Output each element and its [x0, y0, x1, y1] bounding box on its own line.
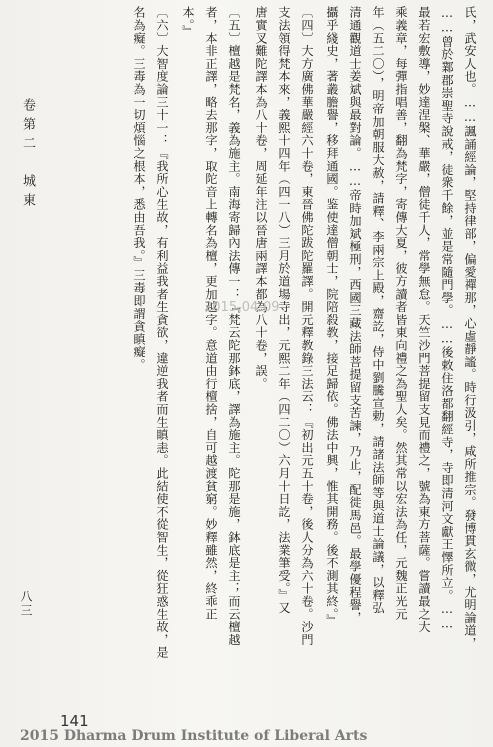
text-column-7: 攝乎綫史，著叢膽譽，移拜通國。鉴使達僧朝士，院陪殺教，接足歸依。佛法中興，惟其開務。後不測其終。』: [325, 6, 339, 628]
page-number: 141: [60, 712, 89, 730]
date-stamp: 2015-04-09: [204, 300, 280, 315]
watermark: 2015 Dharma Drum Institute of Liberal Arts: [20, 728, 368, 744]
text-column-3: 最若宏敷導，妙達涅槃、華嚴，僧徒千人，常學無怠。天竺沙門菩提留支見而禮之，號為東方菩薩。嘗讀最之大: [417, 6, 431, 634]
note-5-line-1: 〔五〕檀越是梵名，義為施主。南海寄歸內法傳一：『梵云陀那鉢底，譯為施主。陀那是施，鉢底是主；而云檀越: [227, 6, 241, 646]
note-5-line-3: 本。』: [181, 6, 195, 39]
note-4-line-1: 〔四〕大方廣佛華嚴經六十卷，東晉佛陀跋陀羅譯。開元釋教錄三法云：『初出元五十卷，後人分為六十卷。沙門: [300, 6, 314, 646]
text-column-6: 清通觀道士姜斌與最對論。……帝時加斌極刑，西國三藏法師菩提留支苦諫，乃止，配徙馬邑。最學優程譽，: [348, 6, 362, 624]
text-column-1: 氏，武安人也。……諷誦經論，堅持律部，偏愛禪那，心虛靜謐。時行汲引，咸所推宗。發博貫玄微，尤明論道，: [463, 6, 477, 650]
note-6-line-2: 名為癡。三毒為一切煩惱之根本，悉由吾我。』三毒即謂貪瞋癡。: [132, 6, 146, 372]
note-5-line-2: 者，本非正譯，略去那字，取陀音上轉名為檀，更加越字。意道由行檀捨，自可越渡貧窮。妙釋雖然，終乖正: [204, 6, 218, 621]
note-4-line-3: 唐實叉難陀譯本為八十卷，周延年注以晉唐兩譯本都為八十卷，誤。: [254, 6, 268, 390]
note-4-line-2: 支法領得梵本來，義熙十四年（四一八）三月於道場寺出，元熙二年（四二〇）六月十日訖，法業筆受。』又: [277, 6, 291, 615]
text-column-5: 年（五二〇），明帝加朝服大赦，請釋、李兩宗上殿，齋訖，侍中劉騰宣勅，請諸法師等與道士論議，以釋弘: [371, 6, 385, 615]
text-column-4: 乘義章，每彈指唱善，翻為梵字，寄傳大夏，彼方讀者皆東向禮之為聖人矣。然其常以宏法為任，元魏正光元: [394, 6, 408, 621]
running-head: 卷第二 城東: [20, 98, 35, 212]
page-number-chinese: 八三: [19, 590, 33, 618]
note-6-line-1: 〔六〕大智度論三十一：『我所心生故，有利益我者生貪欲，違逆我者而生瞋恚。此結使不從智生，從狂惑生故，是: [155, 6, 169, 659]
text-column-2: ……曾於鄴郡崇聖寺說戒，徒衆千餘，並是常隨門學。……後敕住洛都翻經寺，寺即清河文獻王懌所立。……: [440, 6, 454, 632]
